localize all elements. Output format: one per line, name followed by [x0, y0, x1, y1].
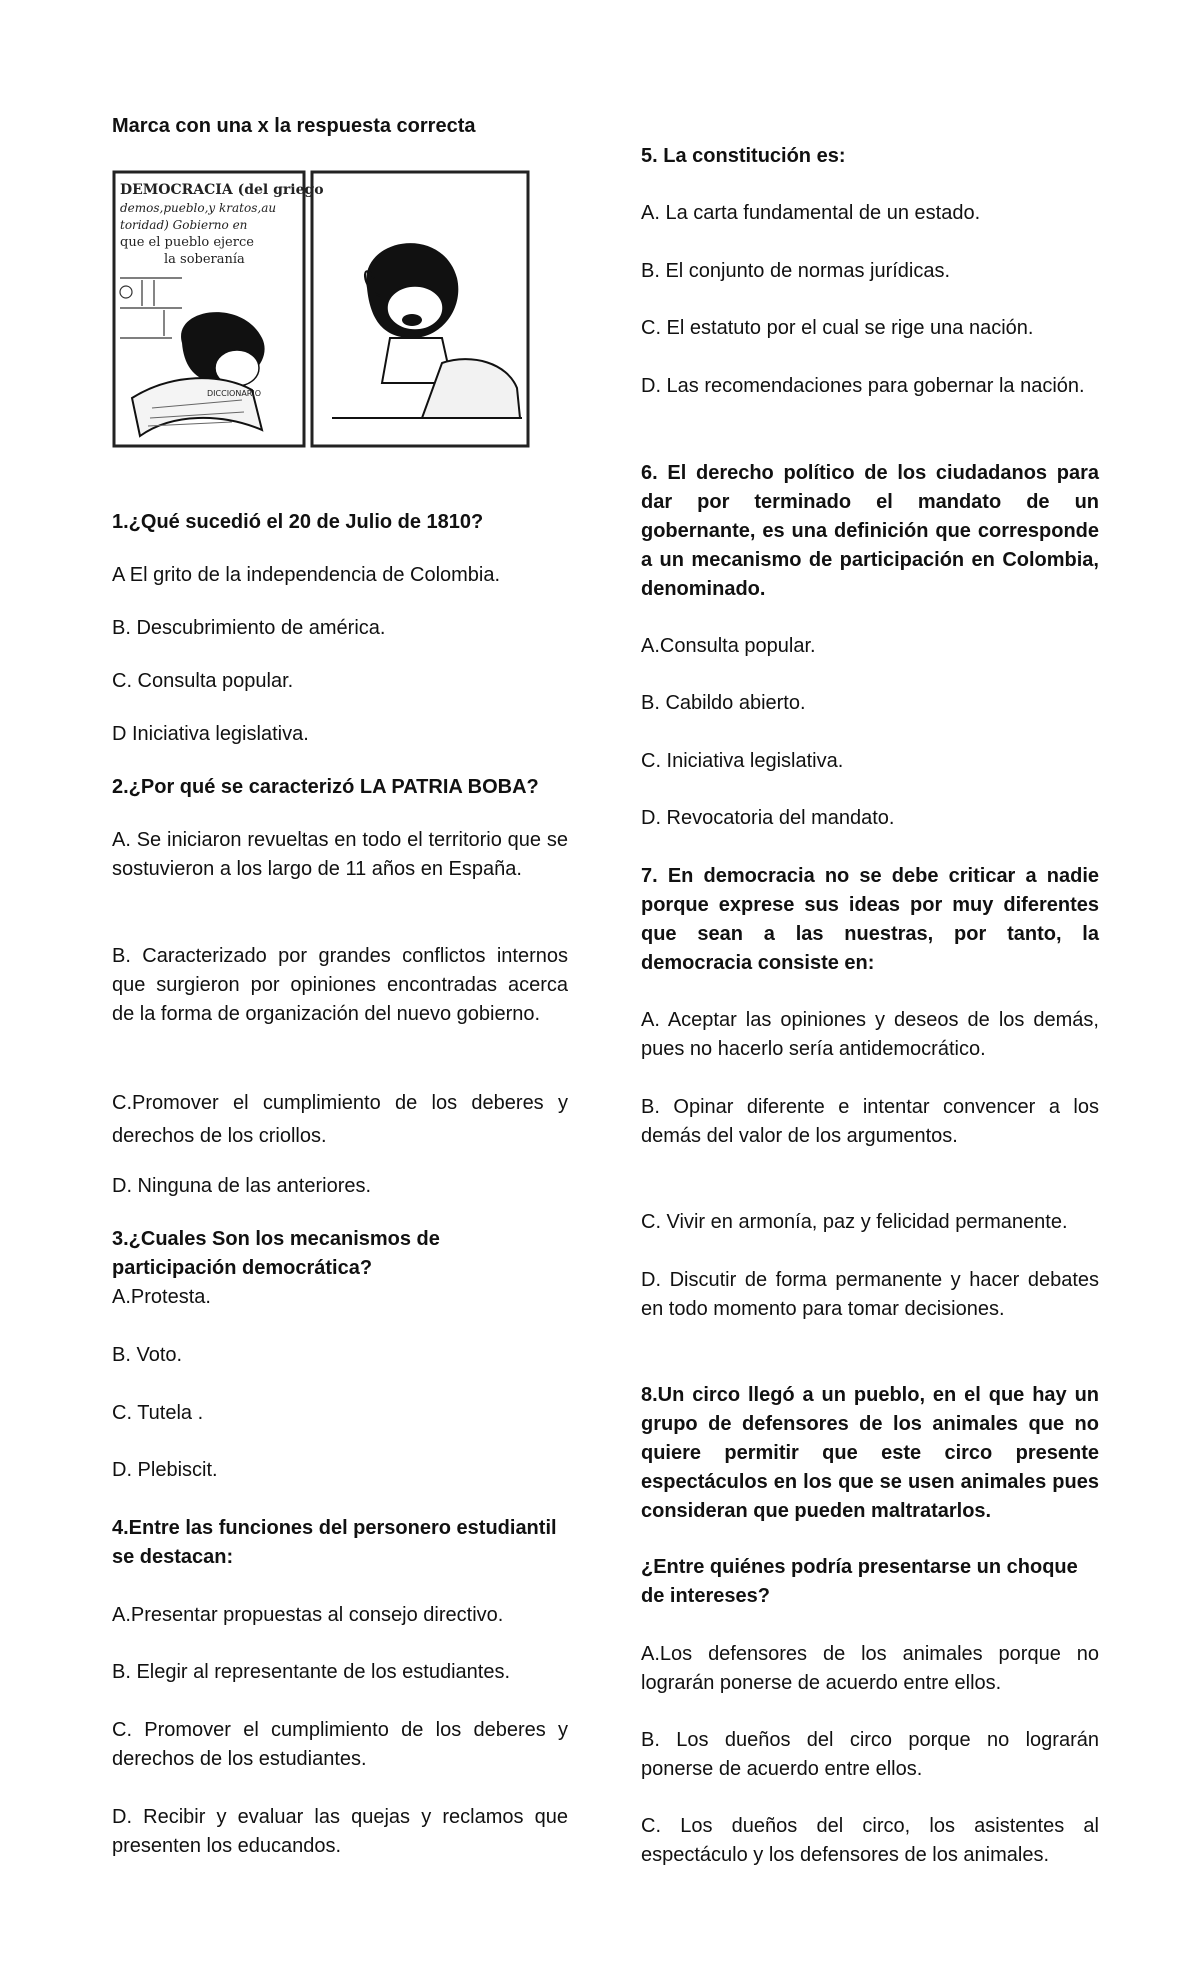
q3-option-d[interactable]: D. Plebiscit. — [112, 1459, 218, 1481]
q7-option-a[interactable]: A. Aceptar las opiniones y deseos de los demás, pues no hacerlo sería antidemocrático. — [641, 1009, 1099, 1060]
question-4: 4.Entre las funciones del personero estudiantil se destacan: — [112, 1517, 557, 1568]
q8-option-a[interactable]: A.Los defensores de los animales porque no lograrán ponerse de acuerdo entre ellos. — [641, 1643, 1099, 1694]
q4-option-a[interactable]: A.Presentar propuestas al consejo directivo. — [112, 1604, 504, 1626]
q2-option-c[interactable]: C.Promover el cumplimiento de los deberes y derechos de los criollos. — [112, 1092, 568, 1147]
q7-option-d[interactable]: D. Discutir de forma permanente y hacer debates en todo momento para tomar decisiones. — [641, 1269, 1099, 1320]
mafalda-comic — [112, 168, 532, 450]
q7-option-c[interactable]: C. Vivir en armonía, paz y felicidad permanente. — [641, 1211, 1068, 1233]
question-8: 8.Un circo llegó a un pueblo, en el que hay un grupo de defensores de los animales que no quiere permitir que este circo presente espectáculos en los que se usen animales pues consideran que pueden maltratarlos. — [641, 1384, 1099, 1522]
instruction-heading: Marca con una x la respuesta correcta — [112, 115, 476, 137]
q2-option-d[interactable]: D. Ninguna de las anteriores. — [112, 1175, 372, 1197]
comic-caption-line-1: DEMOCRACIA (del griego — [120, 182, 324, 198]
question-6: 6. El derecho político de los ciudadanos para dar por terminado el mandato de un gobernante, es una definición que corresponde a un mecanismo de participación en Colombia, denominado. — [641, 462, 1099, 600]
q1-option-b[interactable]: B. Descubrimiento de américa. — [112, 617, 386, 639]
question-7: 7. En democracia no se debe criticar a nadie porque exprese sus ideas por muy diferentes que sean a las nuestras, por tanto, la democracia consiste en: — [641, 865, 1099, 974]
comic-caption-line-3: toridad) Gobierno en — [120, 218, 248, 232]
q3-option-a[interactable]: A.Protesta. — [112, 1286, 211, 1308]
comic-caption-line-5: la soberanía — [164, 252, 245, 267]
comic-caption-line-4: que el pueblo ejerce — [120, 235, 254, 250]
q1-option-a[interactable]: A El grito de la independencia de Colombia. — [112, 564, 501, 586]
q2-option-a[interactable]: A. Se iniciaron revueltas en todo el territorio que se sostuvieron a los largo de 11 años en España. — [112, 829, 568, 880]
q4-option-b[interactable]: B. Elegir al representante de los estudiantes. — [112, 1661, 511, 1683]
q1-option-c[interactable]: C. Consulta popular. — [112, 670, 294, 692]
q3-option-c[interactable]: C. Tutela . — [112, 1402, 204, 1424]
question-5: 5. La constitución es: — [641, 145, 846, 167]
comic-book-label: DICCIONARIO — [207, 389, 262, 398]
comic-caption-line-2: demos,pueblo,y kratos,au — [120, 201, 277, 215]
q1-option-d[interactable]: D Iniciativa legislativa. — [112, 723, 309, 745]
question-1: 1.¿Qué sucedió el 20 de Julio de 1810? — [112, 511, 484, 533]
question-3: 3.¿Cuales Son los mecanismos de participación democrática? — [112, 1228, 440, 1279]
q4-option-c[interactable]: C. Promover el cumplimiento de los deberes y derechos de los estudiantes. — [112, 1719, 568, 1770]
q5-option-d[interactable]: D. Las recomendaciones para gobernar la nación. — [641, 375, 1085, 397]
q6-option-c[interactable]: C. Iniciativa legislativa. — [641, 750, 844, 772]
q8-option-b[interactable]: B. Los dueños del circo porque no lograrán ponerse de acuerdo entre ellos. — [641, 1729, 1099, 1780]
q5-option-c[interactable]: C. El estatuto por el cual se rige una nación. — [641, 317, 1034, 339]
q6-option-d[interactable]: D. Revocatoria del mandato. — [641, 807, 895, 829]
q3-option-b[interactable]: B. Voto. — [112, 1344, 183, 1366]
q5-option-b[interactable]: B. El conjunto de normas jurídicas. — [641, 260, 951, 282]
q6-option-a[interactable]: A.Consulta popular. — [641, 635, 816, 657]
q2-option-b[interactable]: B. Caracterizado por grandes conflictos internos que surgieron por opiniones encontradas acerca de la forma de organización del nuevo gobierno. — [112, 945, 568, 1025]
q8-option-c[interactable]: C. Los dueños del circo, los asistentes al espectáculo y los defensores de los animales. — [641, 1815, 1099, 1866]
q6-option-b[interactable]: B. Cabildo abierto. — [641, 692, 806, 714]
question-8-subquestion: ¿Entre quiénes podría presentarse un choque de intereses? — [641, 1556, 1078, 1607]
question-2: 2.¿Por qué se caracterizó LA PATRIA BOBA? — [112, 776, 539, 798]
q5-option-a[interactable]: A. La carta fundamental de un estado. — [641, 202, 981, 224]
q4-option-d[interactable]: D. Recibir y evaluar las quejas y reclamos que presenten los educandos. — [112, 1806, 568, 1857]
q7-option-b[interactable]: B. Opinar diferente e intentar convencer a los demás del valor de los argumentos. — [641, 1096, 1099, 1147]
